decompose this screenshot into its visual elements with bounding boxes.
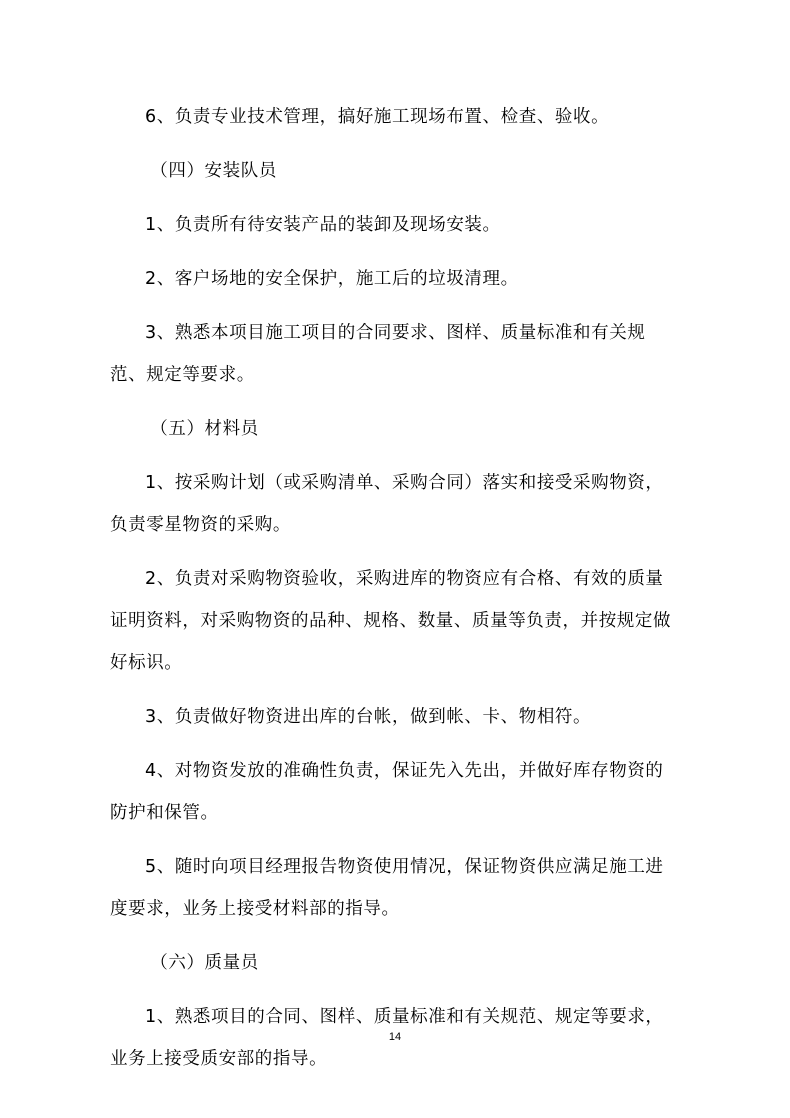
paragraph-materials-duty-3: 3、负责做好物资进出库的台帐，做到帐、卡、物相符。 bbox=[145, 707, 592, 727]
section-heading-quality: （六）质量员 bbox=[150, 953, 259, 973]
paragraph-materials-duty-1: 1、按采购计划（或采购清单、采购合同）落实和接受采购物资，负责零星物资的采购。 bbox=[110, 473, 664, 535]
paragraph-duty-6: 6、负责专业技术管理，搞好施工现场布置、检查、验收。 bbox=[145, 107, 610, 127]
section-heading-materials: （五）材料员 bbox=[150, 419, 259, 439]
page-number: 14 bbox=[388, 1031, 402, 1043]
paragraph-installer-duty-2: 2、客户场地的安全保护，施工后的垃圾清理。 bbox=[145, 269, 519, 289]
paragraph-quality-duty-1: 1、熟悉项目的合同、图样、质量标准和有关规范、规定等要求，业务上接受质安部的指导。 bbox=[110, 1007, 664, 1069]
paragraph-materials-duty-2: 2、负责对采购物资验收，采购进库的物资应有合格、有效的质量证明资料，对采购物资的品种、规格、数量、质量等负责，并按规定做好标识。 bbox=[110, 569, 672, 673]
section-heading-installer: （四）安装队员 bbox=[150, 161, 277, 181]
document-body bbox=[110, 96, 680, 1092]
paragraph-materials-duty-5: 5、随时向项目经理报告物资使用情况，保证物资供应满足施工进度要求，业务上接受材料部的指导。 bbox=[110, 857, 664, 919]
paragraph-materials-duty-4: 4、对物资发放的准确性负责，保证先入先出，并做好库存物资的防护和保管。 bbox=[110, 761, 664, 823]
paragraph-installer-duty-3: 3、熟悉本项目施工项目的合同要求、图样、质量标准和有关规范、规定等要求。 bbox=[110, 323, 646, 385]
paragraph-installer-duty-1: 1、负责所有待安装产品的装卸及现场安装。 bbox=[145, 215, 501, 235]
